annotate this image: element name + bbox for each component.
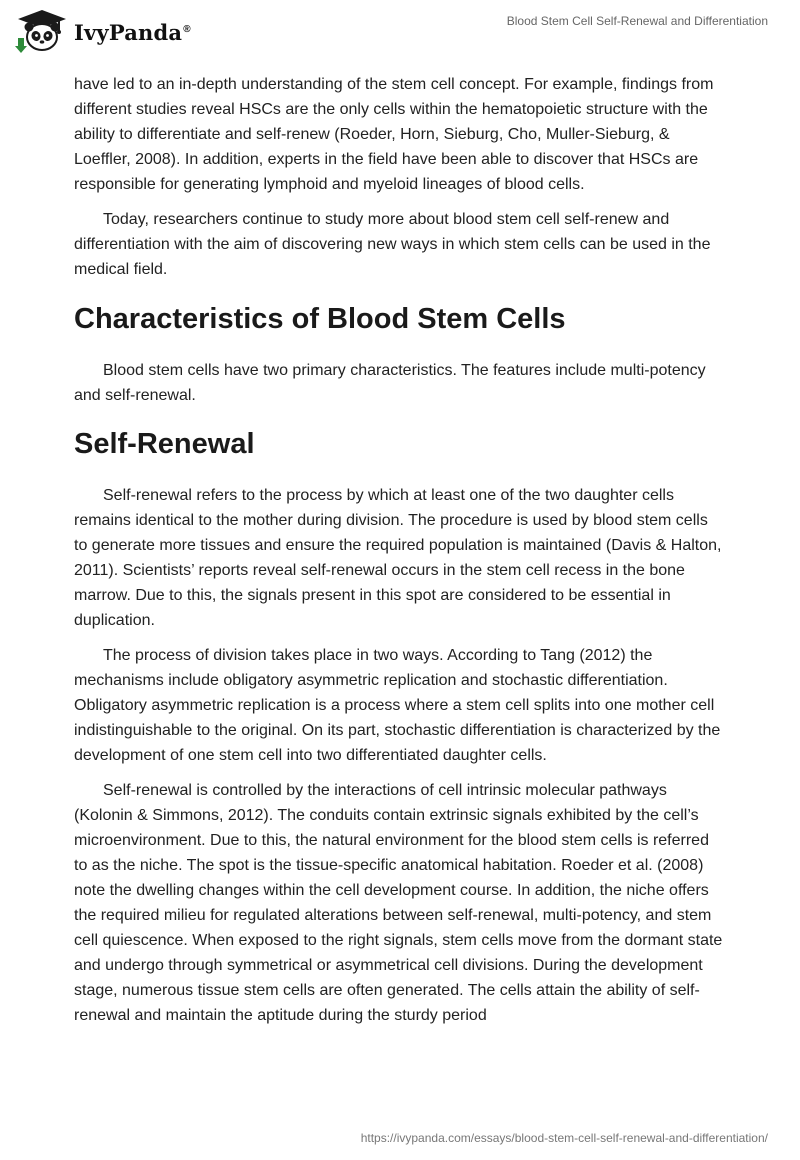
brand-name: IvyPanda®	[74, 19, 191, 45]
paragraph: Blood stem cells have two primary characteristics. The features include multi-potency and self-renewal.	[74, 362, 706, 404]
paragraph: have led to an in-depth understanding of the stem cell concept. For example, findings from different studies reveal HSCs are the only cells within the hematopoietic structure with the ability to differentiate and self-renew (Roeder, Horn, Sieburg, Cho, Muller-Sieburg, & Loeffler, 2008). In addition, experts in the field have been able to discover that HSCs are responsible for generating lymphoid and myeloid lineages of blood cells.	[74, 76, 714, 193]
page-header	[0, 0, 800, 70]
registered-mark: ®	[183, 23, 191, 35]
section-heading: Self-Renewal	[74, 428, 255, 460]
paragraph: Today, researchers continue to study more about blood stem cell self-renew and differentiation with the aim of discovering new ways in which stem cells can be used in the medical field.	[74, 211, 711, 278]
section-heading: Characteristics of Blood Stem Cells	[74, 303, 566, 335]
panda-graduate-icon	[14, 8, 70, 54]
paragraph: Self-renewal refers to the process by which at least one of the two daughter cells remains identical to the mother during division. The procedure is used by blood stem cells to generate more tissues and ensure the required population is maintained (Davis & Halton, 2011). Scientists’ reports reveal self-renewal occurs in the stem cell recess in the bone marrow. Due to this, the signals present in this spot are considered to be essential in duplication.	[74, 487, 722, 629]
paragraph: Self-renewal is controlled by the interactions of cell intrinsic molecular pathways (Kolonin & Simmons, 2012). The conduits contain extrinsic signals exhibited by the cell’s microenvironment. Due to this, the natural environment for the blood stem cells is referred to as the niche. The spot is the tissue-specific anatomical habitation. Roeder et al. (2008) note the dwelling changes within the cell development course. In addition, the niche offers the required milieu for regulated alterations between self-renewal, multi-potency, and stem cell quiescence. When exposed to the right signals, stem cells move from the dormant state and undergo through symmetrical or asymmetrical cell divisions. During the development stage, numerous tissue stem cells are often generated. The cells attain the ability of self-renewal and maintain the aptitude during the sturdy period	[74, 782, 723, 1024]
paragraph: The process of division takes place in two ways. According to Tang (2012) the mechanisms include obligatory asymmetric replication and stochastic differentiation. Obligatory asymmetric replication is a process where a stem cell splits into one mother cell indistinguishable to the original. On its part, stochastic differentiation is characterized by the development of one stem cell into two differentiated daughter cells.	[74, 647, 721, 764]
essay-body	[74, 72, 724, 1028]
ivypanda-logo[interactable]	[14, 8, 204, 54]
source-url[interactable]: https://ivypanda.com/essays/blood-stem-cell-self-renewal-and-differentiation/	[360, 1131, 768, 1145]
running-title: Blood Stem Cell Self-Renewal and Differentiation	[506, 14, 768, 28]
